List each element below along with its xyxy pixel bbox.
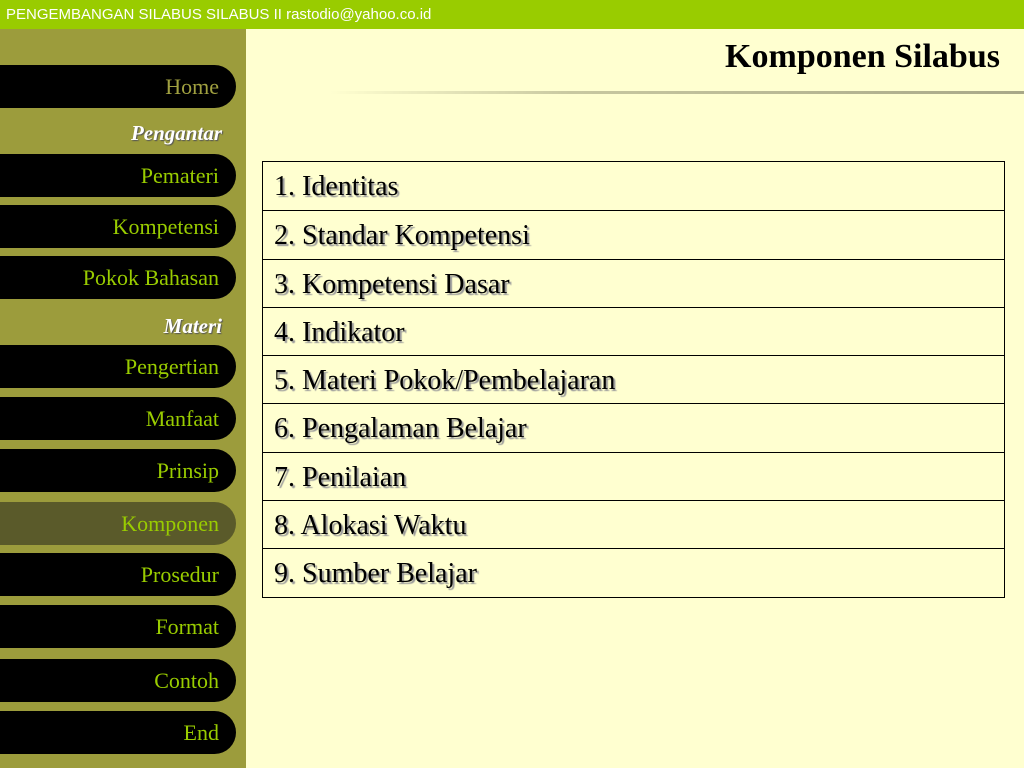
nav-prosedur[interactable]: Prosedur xyxy=(0,553,236,596)
components-table xyxy=(262,161,1005,598)
table-row: 6. Pengalaman Belajar xyxy=(263,403,1004,451)
table-row: 3. Kompetensi Dasar xyxy=(263,259,1004,307)
table-row: 5. Materi Pokok/Pembelajaran xyxy=(263,355,1004,403)
nav-contoh[interactable]: Contoh xyxy=(0,659,236,702)
nav-prinsip[interactable]: Prinsip xyxy=(0,449,236,492)
nav-kompetensi[interactable]: Kompetensi xyxy=(0,205,236,248)
nav-manfaat[interactable]: Manfaat xyxy=(0,397,236,440)
header-text: PENGEMBANGAN SILABUS SILABUS II rastodio@yahoo.co.id xyxy=(6,6,432,23)
table-row: 7. Penilaian xyxy=(263,452,1004,500)
table-row: 1. Identitas xyxy=(274,171,399,202)
table-row: 8. Alokasi Waktu xyxy=(263,500,1004,548)
nav-end[interactable]: End xyxy=(0,711,236,754)
nav-pokok-bahasan[interactable]: Pokok Bahasan xyxy=(0,256,236,299)
section-label-pengantar: Pengantar xyxy=(130,121,222,145)
header-bar xyxy=(0,0,1024,29)
title-divider xyxy=(330,91,1024,94)
table-row: 4. Indikator xyxy=(263,307,1004,355)
nav-home[interactable]: Home xyxy=(0,65,236,108)
page-title: Komponen Silabus xyxy=(725,38,1000,75)
nav-format[interactable]: Format xyxy=(0,605,236,648)
nav-pemateri[interactable]: Pemateri xyxy=(0,154,236,197)
nav-komponen[interactable]: Komponen xyxy=(0,502,236,545)
section-label-materi: Materi xyxy=(163,314,222,338)
nav-pengertian[interactable]: Pengertian xyxy=(0,345,236,388)
table-row: 9. Sumber Belajar xyxy=(263,548,1004,596)
table-row: 2. Standar Kompetensi xyxy=(263,210,1004,258)
